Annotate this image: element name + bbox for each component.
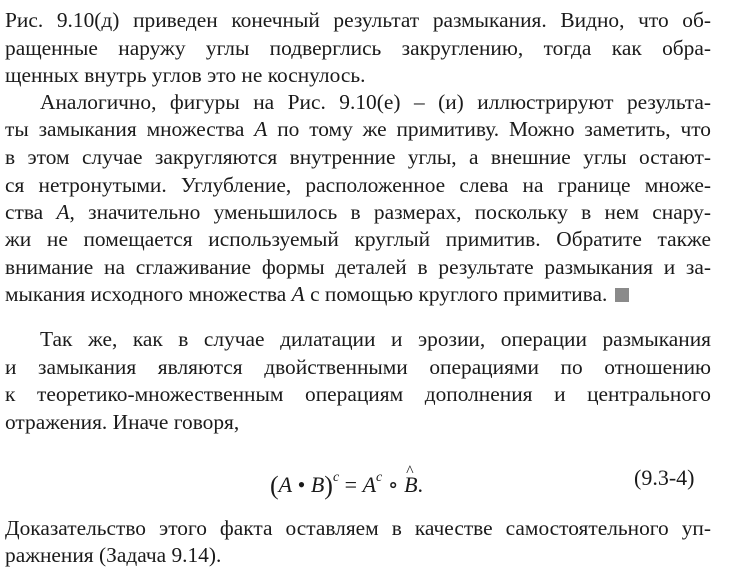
set-symbol: A [254, 117, 268, 141]
end-of-example-icon [615, 288, 629, 302]
text-line: ражнения (Задача 9.14). [5, 543, 222, 567]
text-line: мыкания исходного множества A с помощью круглого примитива. [5, 281, 711, 307]
text-line: отражения. Иначе говоря, [5, 410, 240, 434]
text-line: Так же, как в случае дилатации и эрозии, операции размыкания [40, 327, 711, 351]
text-line: Рис. 9.10(д) приведен конечный результат размыкания. Видно, что об- [5, 8, 711, 32]
set-symbol: A [291, 282, 305, 306]
text-line: к теоретико-множественным операциям дополнения и центрального [5, 382, 711, 406]
set-symbol: A [56, 200, 70, 224]
text-line: Доказательство этого факта оставляем в качестве самостоятельного уп- [5, 516, 711, 540]
text-line: жи не помещается используемый круглый примитив. Обратите также [5, 227, 711, 251]
text-line: Аналогично, фигуры на Рис. 9.10(е) – (и) иллюстрируют результа- [40, 90, 711, 114]
text-line: ства A, значительно уменьшилось в размерах, поскольку в нем снару- [5, 200, 711, 224]
text-line: ты замыкания множества A по тому же примитиву. Можно заметить, что [5, 117, 711, 141]
text-line: в этом случае закругляются внутренние углы, а внешние углы остают- [5, 145, 711, 169]
equation-number: (9.3-4) [634, 465, 695, 490]
text-line: и замыкания являются двойственными операциями по отношению [5, 355, 711, 379]
formula-expression: (A • $B)^c = A^c$ ∘ ^ B. [270, 462, 423, 502]
text-line: внимание на сглаживание формы деталей в результате размыкания и за- [5, 255, 711, 279]
text-line: щенных внутрь углов это не коснулось. [5, 63, 366, 87]
formula [0, 462, 747, 500]
text-line: ся нетронутыми. Углубление, расположенное слева на границе множе- [5, 173, 711, 197]
b-hat-symbol: ^ B [404, 469, 417, 501]
text-line: ращенные наружу углы подверглись закруглению, тогда как обра- [5, 36, 711, 60]
